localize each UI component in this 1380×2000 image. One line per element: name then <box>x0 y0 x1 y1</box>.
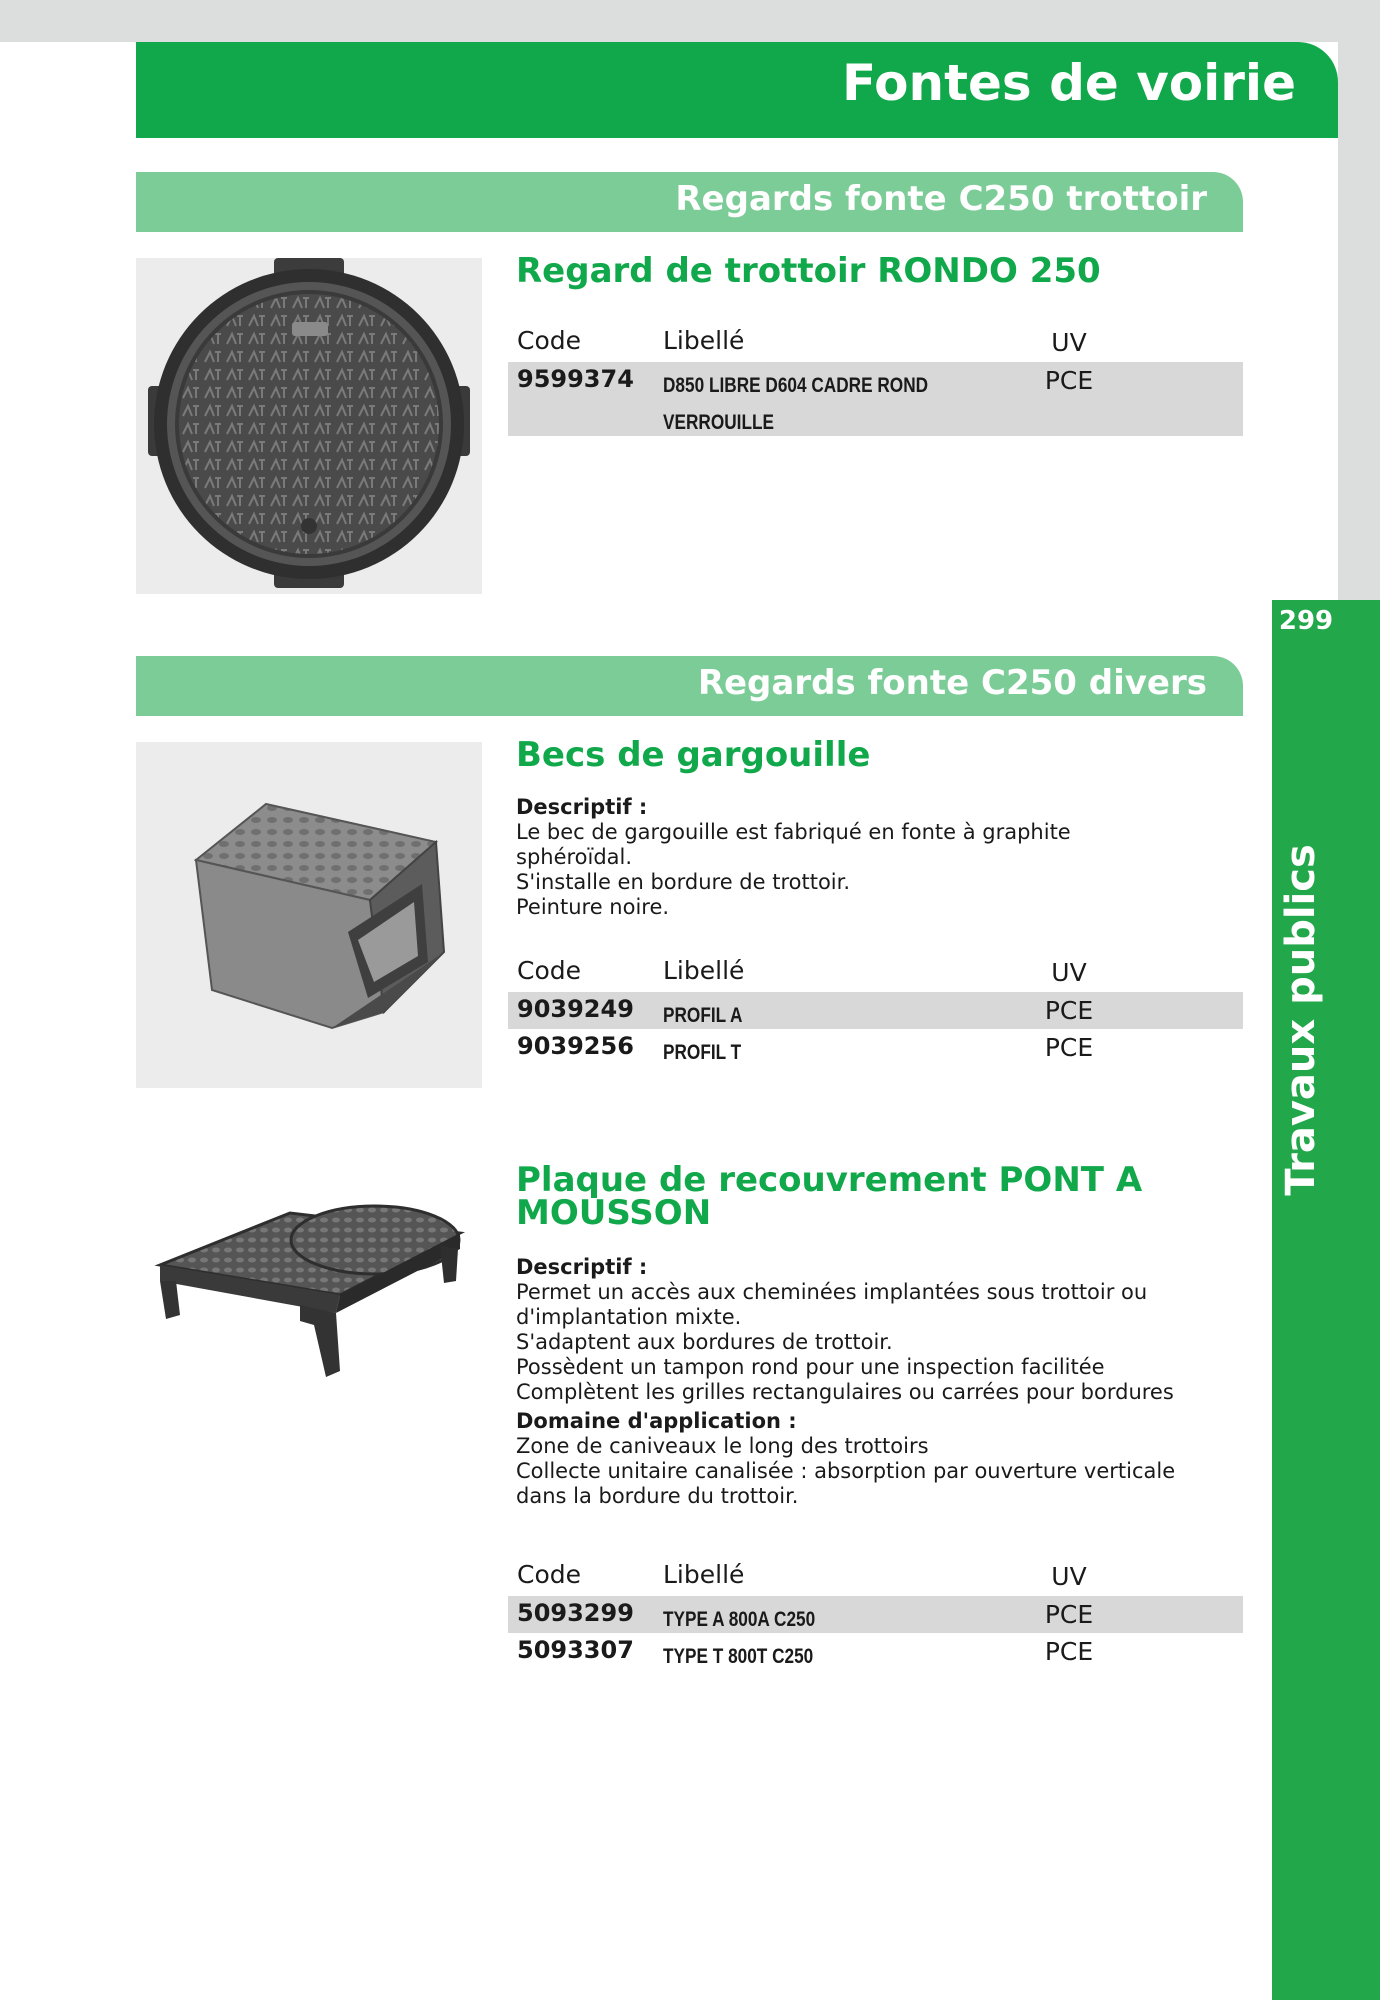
description-heading: Descriptif : <box>516 795 648 819</box>
cover-plate-image <box>150 1195 470 1395</box>
header-uv: UV <box>1051 328 1087 357</box>
manhole-cover-graphic <box>136 258 482 594</box>
header-uv: UV <box>1051 958 1087 987</box>
description-line: sphéroïdal. <box>516 845 633 869</box>
description-line: Peinture noire. <box>516 895 670 919</box>
table-header <box>508 1560 1243 1596</box>
header-code: Code <box>517 1560 582 1589</box>
row-libelle: D850 LIBRE D604 CADRE ROND VERROUILLE <box>663 374 929 434</box>
product-title-line: Plaque de recouvrement PONT A <box>516 1160 1143 1200</box>
row-libelle: TYPE T 800T C250 <box>663 1645 814 1668</box>
application-line: Zone de caniveaux le long des trottoirs <box>516 1434 929 1458</box>
row-uv: PCE <box>1044 996 1094 1025</box>
product-table-plaque <box>508 1560 1243 1670</box>
section-title: Regards fonte C250 trottoir <box>675 179 1207 219</box>
description-line: Complètent les grilles rectangulaires ou carrées pour bordures <box>516 1380 1174 1404</box>
page-number: 299 <box>1278 606 1334 636</box>
description-plaque <box>516 1255 1236 1509</box>
section-header-trottoir <box>136 172 1243 232</box>
header-code: Code <box>517 326 582 355</box>
description-line: S'installe en bordure de trottoir. <box>516 870 851 894</box>
product-title-rondo: Regard de trottoir RONDO 250 <box>516 251 1101 291</box>
product-title-becs: Becs de gargouille <box>516 735 871 775</box>
description-line: Possèdent un tampon rond pour une inspection facilitée <box>516 1355 1105 1379</box>
chapter-tab <box>1272 600 1380 2000</box>
header-libelle: Libellé <box>663 326 745 355</box>
table-row <box>508 992 1243 1029</box>
product-table-rondo <box>508 326 1243 436</box>
right-margin-band <box>1338 0 1380 620</box>
chapter-label-text: Travaux publics <box>1278 844 1324 1196</box>
row-code: 9039256 <box>517 1032 634 1060</box>
row-code: 9039249 <box>517 995 634 1023</box>
row-libelle: PROFIL A <box>663 1004 743 1027</box>
description-line: d'implantation mixte. <box>516 1305 742 1329</box>
row-code: 5093307 <box>517 1636 634 1664</box>
table-row <box>508 362 1243 436</box>
description-heading: Descriptif : <box>516 1255 648 1279</box>
row-uv: PCE <box>1044 366 1094 395</box>
row-code: 5093299 <box>517 1599 634 1627</box>
row-code: 9599374 <box>517 365 634 393</box>
cover-plate-graphic <box>150 1195 470 1395</box>
page-title-banner <box>136 42 1338 138</box>
row-uv: PCE <box>1044 1637 1094 1666</box>
gargoyle-spout-graphic <box>136 742 482 1088</box>
table-row <box>508 1596 1243 1633</box>
application-heading: Domaine d'application : <box>516 1409 797 1433</box>
description-line: S'adaptent aux bordures de trottoir. <box>516 1330 893 1354</box>
application-line: Collecte unitaire canalisée : absorption par ouverture verticale <box>516 1459 1176 1483</box>
description-becs <box>516 795 1236 920</box>
product-title-line: MOUSSON <box>516 1193 712 1233</box>
chapter-label <box>1278 844 1324 1196</box>
page-title: Fontes de voirie <box>842 54 1296 112</box>
gargoyle-spout-image <box>136 742 482 1088</box>
top-margin-band <box>0 0 1380 42</box>
section-title: Regards fonte C250 divers <box>697 663 1207 703</box>
description-line: Le bec de gargouille est fabriqué en fonte à graphite <box>516 820 1071 844</box>
header-uv: UV <box>1051 1562 1087 1591</box>
row-libelle: PROFIL T <box>663 1041 742 1064</box>
row-uv: PCE <box>1044 1600 1094 1629</box>
round-manhole-cover-image <box>136 258 482 594</box>
application-line: dans la bordure du trottoir. <box>516 1484 799 1508</box>
row-libelle: TYPE A 800A C250 <box>663 1608 816 1631</box>
product-table-becs <box>508 956 1243 1066</box>
table-row <box>508 1029 1243 1066</box>
section-header-divers <box>136 656 1243 716</box>
header-code: Code <box>517 956 582 985</box>
table-header <box>508 326 1243 362</box>
header-libelle: Libellé <box>663 956 745 985</box>
table-row <box>508 1633 1243 1670</box>
row-uv: PCE <box>1044 1033 1094 1062</box>
table-header <box>508 956 1243 992</box>
header-libelle: Libellé <box>663 1560 745 1589</box>
product-title-plaque <box>516 1160 1143 1233</box>
description-line: Permet un accès aux cheminées implantées sous trottoir ou <box>516 1280 1148 1304</box>
